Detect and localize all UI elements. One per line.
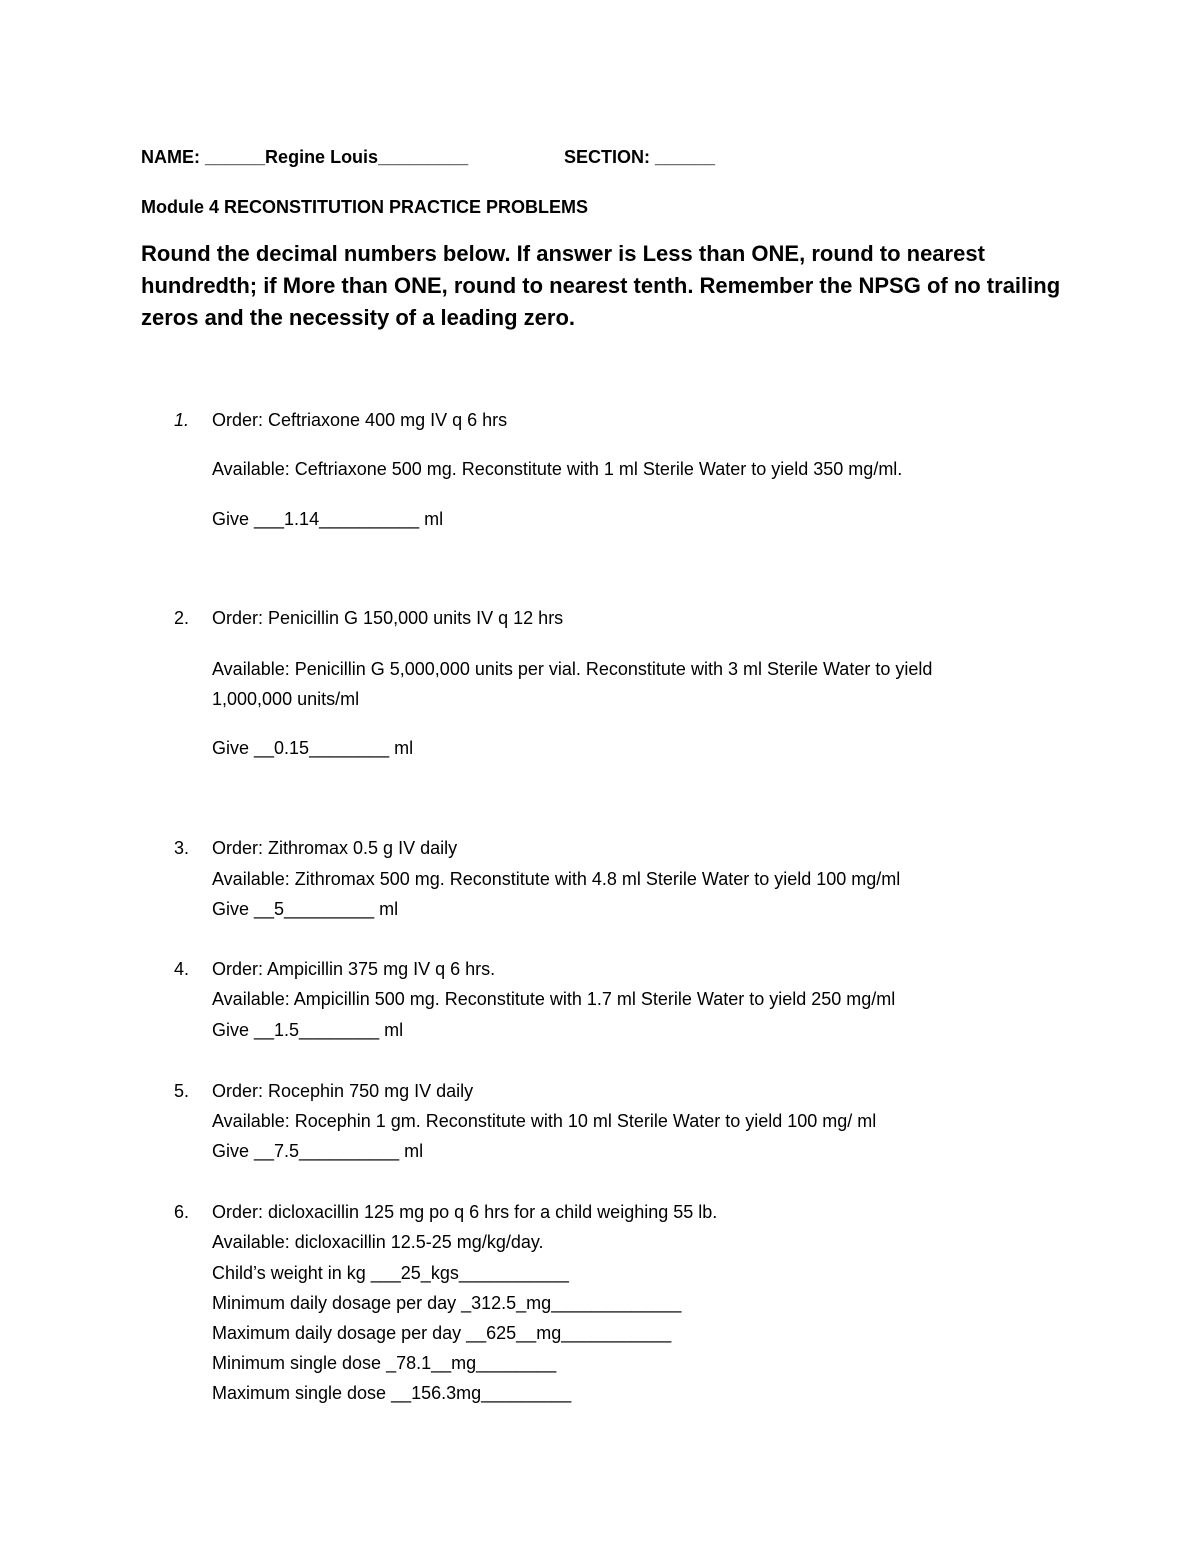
min-daily-dose-line: Minimum daily dosage per day _312.5_mg_____________ bbox=[212, 1293, 682, 1313]
name-field: NAME: ______Regine Louis_________ bbox=[141, 147, 469, 167]
problem-number: 5. bbox=[174, 1081, 190, 1101]
problem-available-cont: 1,000,000 units/ml bbox=[212, 689, 360, 709]
instructions: Round the decimal numbers below. If answer is Less than ONE, round to nearest hundredth; if More than ONE, round to nearest tenth. Remember the NPSG of no trailing zeros and the necessity of a leading zero. bbox=[141, 241, 1061, 330]
problem-order: Order: Penicillin G 150,000 units IV q 12 hrs bbox=[212, 608, 564, 628]
min-single-dose-line: Minimum single dose _78.1__mg________ bbox=[212, 1353, 557, 1373]
problem-available: Available: Zithromax 500 mg. Reconstitute with 4.8 ml Sterile Water to yield 100 mg/ml bbox=[212, 869, 901, 889]
problem-order: Order: Ampicillin 375 mg IV q 6 hrs. bbox=[212, 959, 496, 979]
problem-available: Available: Penicillin G 5,000,000 units per vial. Reconstitute with 3 ml Sterile Water to yield bbox=[212, 659, 933, 679]
problem-give: Give __0.15________ ml bbox=[212, 738, 414, 758]
problem-number: 1. bbox=[174, 410, 190, 430]
problem-order: Order: dicloxacillin 125 mg po q 6 hrs for a child weighing 55 lb. bbox=[212, 1202, 718, 1222]
problem-give: Give __1.5________ ml bbox=[212, 1020, 404, 1040]
max-daily-dose-line: Maximum daily dosage per day __625__mg___________ bbox=[212, 1323, 672, 1343]
problem-number: 4. bbox=[174, 959, 190, 979]
problem-available: Available: Ceftriaxone 500 mg. Reconstitute with 1 ml Sterile Water to yield 350 mg/ml. bbox=[212, 459, 903, 479]
child-weight-line: Child’s weight in kg ___25_kgs___________ bbox=[212, 1263, 569, 1283]
problem-available: Available: dicloxacillin 12.5-25 mg/kg/day. bbox=[212, 1232, 544, 1252]
problem-number: 6. bbox=[174, 1202, 190, 1222]
max-single-dose-line: Maximum single dose __156.3mg_________ bbox=[212, 1383, 572, 1403]
problem-available: Available: Rocephin 1 gm. Reconstitute with 10 ml Sterile Water to yield 100 mg/ ml bbox=[212, 1111, 877, 1131]
problem-number: 3. bbox=[174, 838, 190, 858]
module-title: Module 4 RECONSTITUTION PRACTICE PROBLEMS bbox=[141, 197, 589, 217]
problem-number: 2. bbox=[174, 608, 190, 628]
problem-give: Give ___1.14__________ ml bbox=[212, 509, 444, 529]
problem-give: Give __7.5__________ ml bbox=[212, 1141, 424, 1161]
problem-order: Order: Rocephin 750 mg IV daily bbox=[212, 1081, 474, 1101]
problem-available: Available: Ampicillin 500 mg. Reconstitute with 1.7 ml Sterile Water to yield 250 mg/ml bbox=[212, 989, 896, 1009]
section-field: SECTION: ______ bbox=[564, 147, 716, 167]
problem-order: Order: Zithromax 0.5 g IV daily bbox=[212, 838, 458, 858]
problem-give: Give __5_________ ml bbox=[212, 899, 399, 919]
problem-order: Order: Ceftriaxone 400 mg IV q 6 hrs bbox=[212, 410, 508, 430]
